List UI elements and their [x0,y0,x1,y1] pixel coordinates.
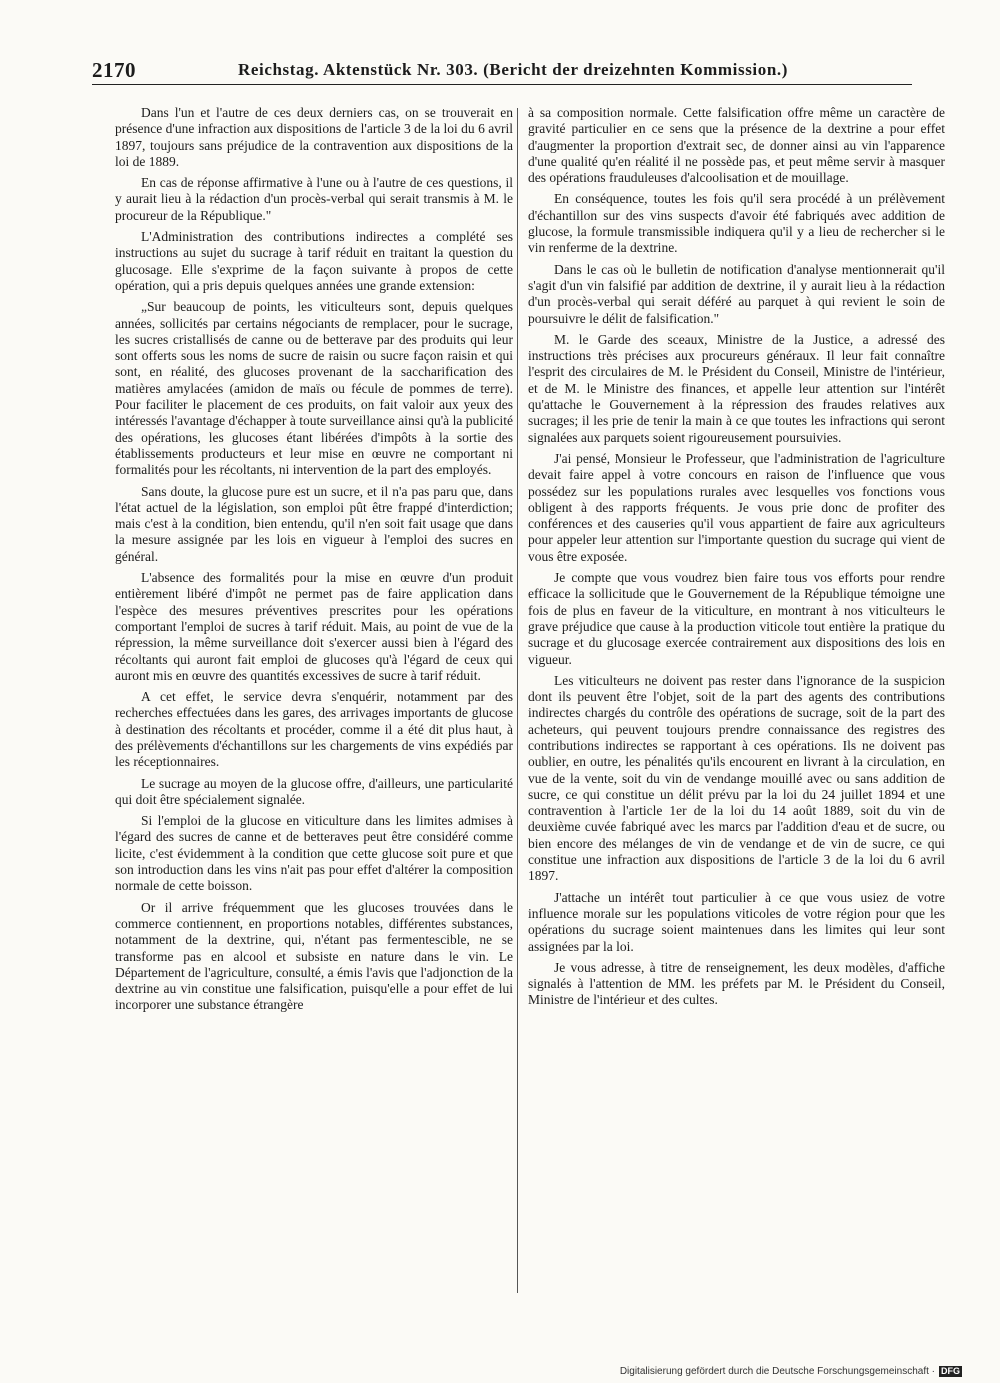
paragraph: „Sur beaucoup de points, les viticulteurs sont, depuis quelques années, sollicités par certains négociants de remplacer, pour le sucrage, les sucres cristallisés de canne ou de betterave par des produits qui leur sont offerts sous les noms de sucre de raisin ou sucre façon raisin et qui sont, en réalité, des glucoses provenant de la saccharification des matières amylacées (amidon de maïs ou fécule de pommes de terre). Pour faciliter le placement de ces produits, on fait valoir aux yeux des intéressés l'avantage d'échapper à toute surveillance ainsi qu'à la publicité des opérations, les glucoses étant libérées d'impôts à la sortie des établissements producteurs et leur mise en œuvre ne comportant ni formalités pour les récoltants, ni intervention de la part des employés. [115,299,513,478]
paragraph: Le sucrage au moyen de la glucose offre, d'ailleurs, une particularité qui doit être spécialement signalée. [115,775,513,807]
page-header [92,58,912,85]
paragraph: Dans le cas où le bulletin de notification d'analyse mentionnerait qu'il s'agit d'un vin falsifié par addition de dextrine, il y aurait lieu à la rédaction d'un procès-verbal qui serait déféré au parquet à qui revient le soin de poursuivre le délit de falsification." [528,261,945,326]
paragraph: J'attache un intérêt tout particulier à ce que vous usiez de votre influence morale sur les populations viticoles de votre région pour que les opérations du sucrage soient maintenues dans les limites qui leur sont assignées par la loi. [528,889,945,954]
paragraph: A cet effet, le service devra s'enquérir, notamment par des recherches effectuées dans les gares, des arrivages importants de glucose à destination des récoltants et procéder, comme il a été dit plus haut, à des prélèvements d'échantillons sur les chargements de vins expédiés par les réceptionnaires. [115,689,513,770]
paragraph: M. le Garde des sceaux, Ministre de la Justice, a adressé des instructions très précises aux procureurs généraux. Il leur fait connaître l'esprit des circulaires de M. le Président du Conseil, Ministre de l'intérieur, et de M. le Ministre des finances, et appelle leur attention sur l'intérêt qu'attache le Gouvernement à la répression des fraudes relatives aux sucrages; il les prie de tenir la main à ce que toutes les infractions qui seront signalées aux parquets soient rigoureusement poursuivies. [528,331,945,445]
paragraph: L'absence des formalités pour la mise en œuvre d'un produit entièrement libéré d'impôt ne permet pas de faire application dans l'espèce des mesures préventives prescrites pour les opérations comportant l'emploi de sucres à tarif réduit. Mais, au point de vue de la répression, la même surveillance doit s'exercer aussi bien à l'égard des récoltants qui auront fait emploi de glucoses qu'à l'égard de ceux qui auront mis en œuvre des quantités excessives de sucre à tarif réduit. [115,570,513,683]
page-number: 2170 [92,58,136,82]
paragraph: J'ai pensé, Monsieur le Professeur, que l'administration de l'agriculture devait faire appel à votre concours en raison de l'influence que vous possédez sur les populations rurales avec lesquelles vos fonctions vous obligent à des rapports fréquents. Je vous prie donc de profiter des conférences et des causeries qu'il vous appartient de faire aux agriculteurs pour appeler leur attention sur l'importante question du sucrage qui vient de vous être exposée. [528,450,945,564]
credit-text: Digitalisierung gefördert durch die Deutsche Forschungsgemeinschaft · [619,1366,935,1377]
paragraph: Si l'emploi de la glucose en viticulture dans les limites admises à l'égard des sucres de canne et de betteraves peut être considéré comme licite, c'est évidemment à la condition que cette glucose soit pure et que son introduction dans les vins n'ait pas pour effet d'altérer la composition normale de cette boisson. [115,813,513,894]
paragraph: Or il arrive fréquemment que les glucoses trouvées dans le commerce contiennent, en proportions notables, différentes substances, notamment de la dextrine, qui, n'étant pas fermentescible, ne se transforme pas en alcool et subsiste en nature dans le vin. Le Département de l'agriculture, consulté, a émis l'avis que l'adjonction de la dextrine au vin constitue une falsification, puisqu'elle a pour effet de lui incorporer une substance étrangère [115,899,513,1013]
paragraph: En conséquence, toutes les fois qu'il sera procédé à un prélèvement d'échantillon sur des vins suspects d'avoir été fabriqués avec addition de glucose, la formule transmissible indiquera qu'il y a lieu de rechercher si le vin renferme de la dextrine. [528,191,945,256]
column-divider [517,108,518,1293]
paragraph: à sa composition normale. Cette falsification offre même un caractère de gravité particulier en ce sens que la présence de la dextrine a pour effet d'augmenter la proportion d'extrait sec, de donner ainsi au vin l'apparence d'une qualité qu'en réalité il ne possède pas, et peut même servir à masquer des opérations frauduleuses d'alcoolisation et de mouillage. [528,105,945,186]
paragraph: Je vous adresse, à titre de renseignement, les deux modèles, d'affiche signalés à l'attention de MM. les préfets par M. le Président du Conseil, Ministre de l'intérieur et des cultes. [528,959,945,1008]
right-column [528,105,945,1014]
digitization-credit [620,1366,962,1377]
left-column [115,105,513,1019]
paragraph: Je compte que vous voudrez bien faire tous vos efforts pour rendre efficace la sollicitude que le Gouvernement de la République témoigne une fois de plus en faveur de la viticulture, en montrant à nos viticulteurs le grave préjudice que cause à la production viticole tout entière la pratique du sucrage et du glucosage exercée contrairement aux dispositions des lois en vigueur. [528,570,945,667]
paragraph: L'Administration des contributions indirectes a complété ses instructions au sujet du sucrage à tarif réduit en traitant la question du glucosage. Elle s'exprime de la façon suivante à propos de cette opération, qui a pris depuis quelques années une grande extension: [115,229,513,293]
running-head: Reichstag. Aktenstück Nr. 303. (Bericht der dreizehnten Kommission.) [238,60,788,79]
paragraph: Dans l'un et l'autre de ces deux derniers cas, on se trouverait en présence d'une infraction aux dispositions de l'article 3 de la loi du 6 avril 1897, toujours sans préjudice de la contravention aux dispositions de la loi de 1889. [115,105,513,169]
paragraph: Sans doute, la glucose pure est un sucre, et il n'a pas paru que, dans l'état actuel de la législation, son emploi pût être frappé d'interdiction; mais c'est à la condition, bien entendu, qu'il n'en soit fait usage que dans la mesure assignée par les lois en vigueur à l'emploi des sucres en général. [115,483,513,564]
dfg-logo: DFG [941,1366,960,1376]
paragraph: En cas de réponse affirmative à l'une ou à l'autre de ces questions, il y aurait lieu à la rédaction d'un procès-verbal qui serait transmis à M. le procureur de la République." [115,175,513,223]
paragraph: Les viticulteurs ne doivent pas rester dans l'ignorance de la suspicion dont ils peuvent être l'objet, soit de la part des agents des contributions indirectes chargés du contrôle des opérations de sucrage, soit de la part des acheteurs, qui peuvent toujours prendre connaissance des registres des contributions indirectes se rapportant à ces opérations. Ils ne doivent pas oublier, en outre, les pénalités qu'ils encourent en livrant à la circulation, en vue de la vente, soit du vin de vendange mouillé avec ou sans addition de sucre, ce qui constitue un délit prévu par la loi du 24 juillet 1894 et une contravention à l'article 1er de la loi du 14 août 1889, soit du vin de deuxième cuvée fabriqué avec les marcs par l'addition d'eau et de sucre, ou bien encore des mélanges de vin de vendange et de vin de sucre, ce qui constitue une infraction aux dispositions de l'article 3 de la loi du 6 avril 1897. [528,672,945,884]
